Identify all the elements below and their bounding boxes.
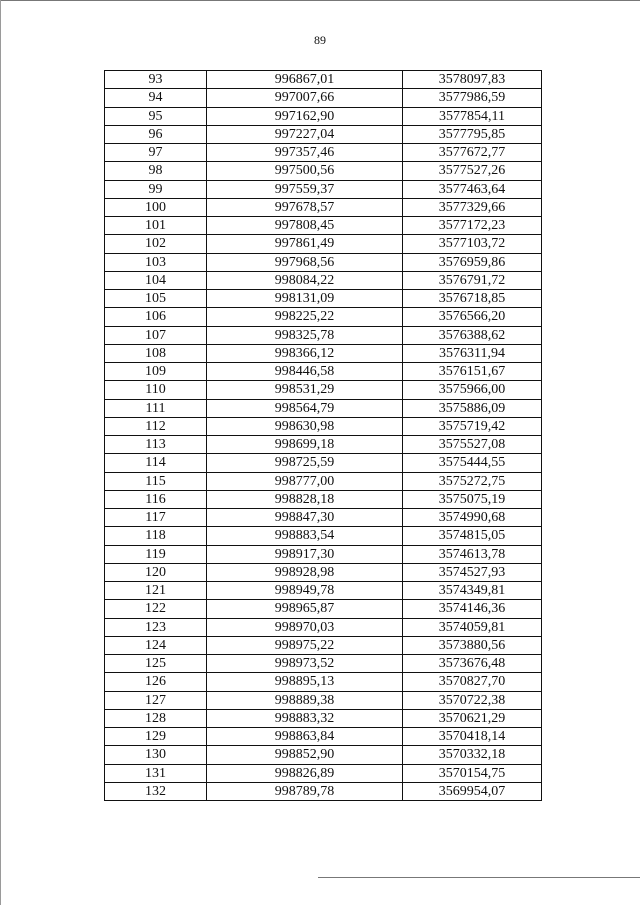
point-number-cell: 129	[105, 728, 207, 746]
table-row	[105, 600, 542, 618]
y-coordinate-cell: 3570827,70	[403, 673, 542, 691]
table-row	[105, 344, 542, 362]
point-number-cell: 114	[105, 454, 207, 472]
y-coordinate-cell: 3575075,19	[403, 490, 542, 508]
y-coordinate-cell: 3577172,23	[403, 217, 542, 235]
table-row	[105, 472, 542, 490]
x-coordinate-cell: 998699,18	[207, 436, 403, 454]
table-row	[105, 582, 542, 600]
y-coordinate-cell: 3576566,20	[403, 308, 542, 326]
point-number-cell: 104	[105, 271, 207, 289]
table-row	[105, 363, 542, 381]
x-coordinate-cell: 998847,30	[207, 509, 403, 527]
table-row	[105, 290, 542, 308]
table-row	[105, 782, 542, 800]
table-row	[105, 308, 542, 326]
table-row	[105, 563, 542, 581]
x-coordinate-cell: 998883,54	[207, 527, 403, 545]
y-coordinate-cell: 3575886,09	[403, 399, 542, 417]
x-coordinate-cell: 998564,79	[207, 399, 403, 417]
table-row	[105, 509, 542, 527]
x-coordinate-cell: 998826,89	[207, 764, 403, 782]
point-number-cell: 108	[105, 344, 207, 362]
point-number-cell: 119	[105, 545, 207, 563]
point-number-cell: 98	[105, 162, 207, 180]
table-row	[105, 198, 542, 216]
point-number-cell: 132	[105, 782, 207, 800]
x-coordinate-cell: 997500,56	[207, 162, 403, 180]
point-number-cell: 122	[105, 600, 207, 618]
y-coordinate-cell: 3577986,59	[403, 89, 542, 107]
point-number-cell: 121	[105, 582, 207, 600]
point-number-cell: 106	[105, 308, 207, 326]
x-coordinate-cell: 998970,03	[207, 618, 403, 636]
x-coordinate-cell: 998531,29	[207, 381, 403, 399]
y-coordinate-cell: 3578097,83	[403, 71, 542, 89]
point-number-cell: 124	[105, 636, 207, 654]
point-number-cell: 127	[105, 691, 207, 709]
page-left-edge	[0, 0, 1, 905]
x-coordinate-cell: 998917,30	[207, 545, 403, 563]
x-coordinate-cell: 998852,90	[207, 746, 403, 764]
y-coordinate-cell: 3576151,67	[403, 363, 542, 381]
x-coordinate-cell: 998863,84	[207, 728, 403, 746]
y-coordinate-cell: 3576959,86	[403, 253, 542, 271]
x-coordinate-cell: 997227,04	[207, 125, 403, 143]
point-number-cell: 128	[105, 709, 207, 727]
table-row	[105, 673, 542, 691]
x-coordinate-cell: 998973,52	[207, 655, 403, 673]
table-row	[105, 71, 542, 89]
point-number-cell: 109	[105, 363, 207, 381]
table-row	[105, 125, 542, 143]
table-row	[105, 636, 542, 654]
y-coordinate-cell: 3574527,93	[403, 563, 542, 581]
point-number-cell: 126	[105, 673, 207, 691]
x-coordinate-cell: 998895,13	[207, 673, 403, 691]
point-number-cell: 99	[105, 180, 207, 198]
table-row	[105, 746, 542, 764]
y-coordinate-cell: 3574349,81	[403, 582, 542, 600]
point-number-cell: 96	[105, 125, 207, 143]
table-row	[105, 235, 542, 253]
point-number-cell: 111	[105, 399, 207, 417]
y-coordinate-cell: 3577795,85	[403, 125, 542, 143]
y-coordinate-cell: 3570418,14	[403, 728, 542, 746]
x-coordinate-cell: 997559,37	[207, 180, 403, 198]
y-coordinate-cell: 3573676,48	[403, 655, 542, 673]
point-number-cell: 113	[105, 436, 207, 454]
y-coordinate-cell: 3576791,72	[403, 271, 542, 289]
x-coordinate-cell: 998975,22	[207, 636, 403, 654]
point-number-cell: 118	[105, 527, 207, 545]
table-row	[105, 253, 542, 271]
point-number-cell: 131	[105, 764, 207, 782]
table-row	[105, 417, 542, 435]
x-coordinate-cell: 998446,58	[207, 363, 403, 381]
y-coordinate-cell: 3574990,68	[403, 509, 542, 527]
point-number-cell: 103	[105, 253, 207, 271]
x-coordinate-cell: 997007,66	[207, 89, 403, 107]
x-coordinate-cell: 998889,38	[207, 691, 403, 709]
y-coordinate-cell: 3577103,72	[403, 235, 542, 253]
page-number: 89	[314, 33, 326, 47]
point-number-cell: 94	[105, 89, 207, 107]
table-row	[105, 107, 542, 125]
table-row	[105, 691, 542, 709]
table-row	[105, 162, 542, 180]
y-coordinate-cell: 3575272,75	[403, 472, 542, 490]
y-coordinate-cell: 3574815,05	[403, 527, 542, 545]
table-row	[105, 709, 542, 727]
page-bottom-rule	[318, 877, 640, 878]
x-coordinate-cell: 998883,32	[207, 709, 403, 727]
table-row	[105, 764, 542, 782]
point-number-cell: 116	[105, 490, 207, 508]
table-row	[105, 545, 542, 563]
y-coordinate-cell: 3576718,85	[403, 290, 542, 308]
point-number-cell: 110	[105, 381, 207, 399]
table-row	[105, 454, 542, 472]
x-coordinate-cell: 997861,49	[207, 235, 403, 253]
point-number-cell: 95	[105, 107, 207, 125]
x-coordinate-cell: 998777,00	[207, 472, 403, 490]
y-coordinate-cell: 3570722,38	[403, 691, 542, 709]
table-row	[105, 144, 542, 162]
y-coordinate-cell: 3575719,42	[403, 417, 542, 435]
y-coordinate-cell: 3570621,29	[403, 709, 542, 727]
x-coordinate-cell: 998131,09	[207, 290, 403, 308]
x-coordinate-cell: 997968,56	[207, 253, 403, 271]
table-row	[105, 399, 542, 417]
point-number-cell: 105	[105, 290, 207, 308]
point-number-cell: 123	[105, 618, 207, 636]
y-coordinate-cell: 3575444,55	[403, 454, 542, 472]
point-number-cell: 112	[105, 417, 207, 435]
x-coordinate-cell: 997678,57	[207, 198, 403, 216]
x-coordinate-cell: 998725,59	[207, 454, 403, 472]
y-coordinate-cell: 3575966,00	[403, 381, 542, 399]
y-coordinate-cell: 3577854,11	[403, 107, 542, 125]
x-coordinate-cell: 998225,22	[207, 308, 403, 326]
y-coordinate-cell: 3570332,18	[403, 746, 542, 764]
x-coordinate-cell: 998965,87	[207, 600, 403, 618]
y-coordinate-cell: 3577329,66	[403, 198, 542, 216]
y-coordinate-cell: 3577463,64	[403, 180, 542, 198]
point-number-cell: 102	[105, 235, 207, 253]
table-row	[105, 527, 542, 545]
x-coordinate-cell: 998828,18	[207, 490, 403, 508]
point-number-cell: 93	[105, 71, 207, 89]
y-coordinate-cell: 3574613,78	[403, 545, 542, 563]
x-coordinate-cell: 998630,98	[207, 417, 403, 435]
y-coordinate-cell: 3570154,75	[403, 764, 542, 782]
point-number-cell: 130	[105, 746, 207, 764]
y-coordinate-cell: 3573880,56	[403, 636, 542, 654]
point-number-cell: 107	[105, 326, 207, 344]
x-coordinate-cell: 997808,45	[207, 217, 403, 235]
table-row	[105, 217, 542, 235]
x-coordinate-cell: 998949,78	[207, 582, 403, 600]
x-coordinate-cell: 998789,78	[207, 782, 403, 800]
y-coordinate-cell: 3577672,77	[403, 144, 542, 162]
x-coordinate-cell: 998325,78	[207, 326, 403, 344]
point-number-cell: 115	[105, 472, 207, 490]
table-row	[105, 436, 542, 454]
x-coordinate-cell: 996867,01	[207, 71, 403, 89]
x-coordinate-cell: 997357,46	[207, 144, 403, 162]
coordinates-table	[104, 70, 542, 801]
table-row	[105, 618, 542, 636]
y-coordinate-cell: 3574059,81	[403, 618, 542, 636]
y-coordinate-cell: 3574146,36	[403, 600, 542, 618]
x-coordinate-cell: 997162,90	[207, 107, 403, 125]
table-row	[105, 655, 542, 673]
y-coordinate-cell: 3576311,94	[403, 344, 542, 362]
table-row	[105, 728, 542, 746]
point-number-cell: 100	[105, 198, 207, 216]
coordinates-table-body	[105, 71, 542, 801]
point-number-cell: 117	[105, 509, 207, 527]
point-number-cell: 97	[105, 144, 207, 162]
table-row	[105, 89, 542, 107]
table-row	[105, 271, 542, 289]
y-coordinate-cell: 3569954,07	[403, 782, 542, 800]
table-row	[105, 180, 542, 198]
point-number-cell: 125	[105, 655, 207, 673]
table-row	[105, 326, 542, 344]
x-coordinate-cell: 998366,12	[207, 344, 403, 362]
table-row	[105, 490, 542, 508]
y-coordinate-cell: 3576388,62	[403, 326, 542, 344]
y-coordinate-cell: 3577527,26	[403, 162, 542, 180]
table-row	[105, 381, 542, 399]
y-coordinate-cell: 3575527,08	[403, 436, 542, 454]
x-coordinate-cell: 998928,98	[207, 563, 403, 581]
page-top-rule	[0, 0, 640, 1]
x-coordinate-cell: 998084,22	[207, 271, 403, 289]
point-number-cell: 101	[105, 217, 207, 235]
point-number-cell: 120	[105, 563, 207, 581]
